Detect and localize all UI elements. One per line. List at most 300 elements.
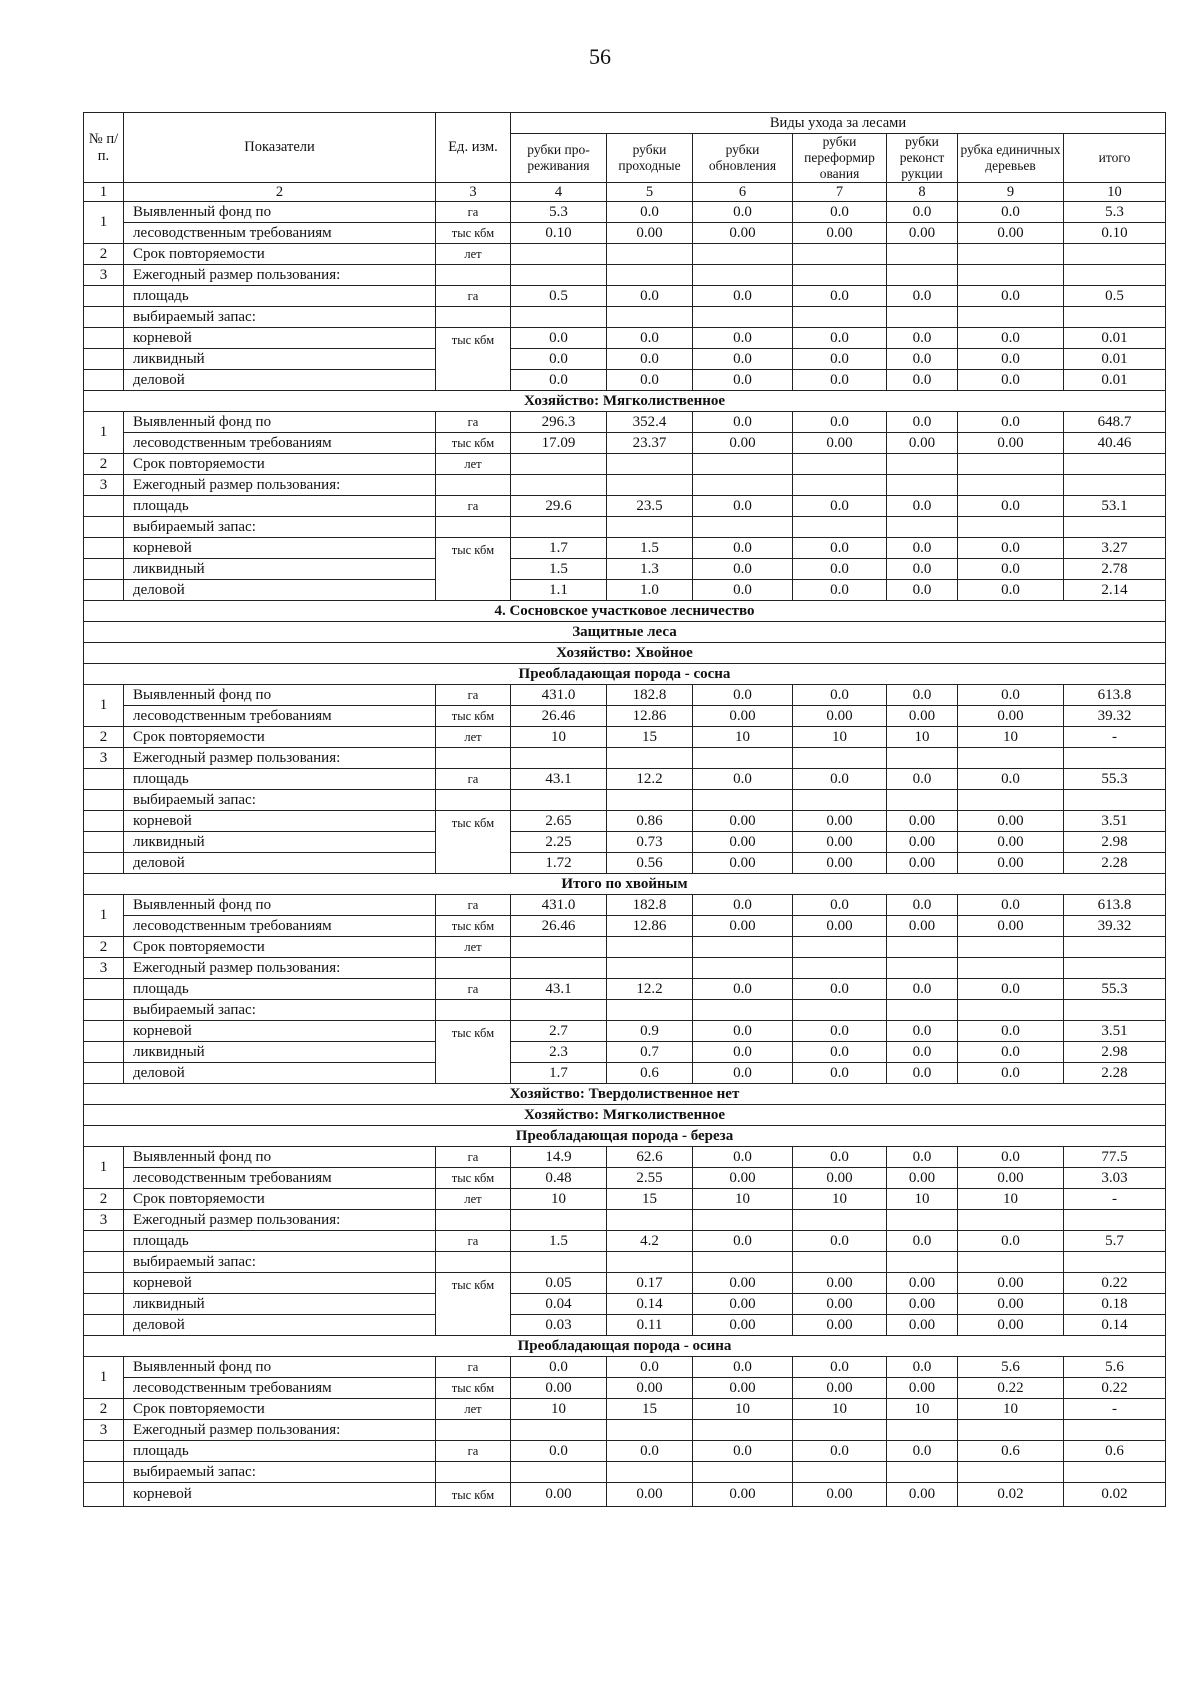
row-label: Ежегодный размер пользования: xyxy=(124,748,436,769)
row-label: деловой xyxy=(124,580,436,601)
value-cell: 43.1 xyxy=(511,979,607,1000)
empty-cell xyxy=(511,958,607,979)
value-cell xyxy=(693,244,793,265)
row-label: корневой xyxy=(124,811,436,832)
value-cell: - xyxy=(1064,727,1166,748)
value-cell: 0.11 xyxy=(607,1315,693,1336)
header-group: Виды ухода за лесами xyxy=(511,113,1166,134)
table-row xyxy=(84,853,1166,874)
empty-cell xyxy=(84,832,124,853)
value-cell xyxy=(887,937,958,958)
header-col-passing: рубки проходные xyxy=(607,134,693,183)
value-cell: 0.18 xyxy=(1064,1294,1166,1315)
row-label: корневой xyxy=(124,1273,436,1294)
empty-cell xyxy=(511,475,607,496)
empty-cell xyxy=(693,1210,793,1231)
value-cell: 0.73 xyxy=(607,832,693,853)
empty-cell xyxy=(511,790,607,811)
table-row xyxy=(84,958,1166,979)
empty-cell xyxy=(887,1000,958,1021)
value-cell: 10 xyxy=(887,727,958,748)
row-label: корневой xyxy=(124,328,436,349)
value-cell: 0.0 xyxy=(887,895,958,916)
value-cell: 0.0 xyxy=(607,370,693,391)
empty-cell xyxy=(1064,1000,1166,1021)
empty-cell xyxy=(607,1462,693,1483)
empty-cell xyxy=(436,1000,511,1021)
value-cell: 1.5 xyxy=(607,538,693,559)
value-cell: 0.00 xyxy=(887,1294,958,1315)
empty-cell xyxy=(84,307,124,328)
value-cell: 0.00 xyxy=(693,811,793,832)
empty-cell xyxy=(958,517,1064,538)
table-row xyxy=(84,832,1166,853)
value-cell: 0.0 xyxy=(607,202,693,223)
empty-cell xyxy=(887,790,958,811)
value-cell: 0.0 xyxy=(958,685,1064,706)
value-cell: 0.00 xyxy=(887,223,958,244)
value-cell: 0.0 xyxy=(693,769,793,790)
value-cell: 0.0 xyxy=(693,286,793,307)
empty-cell xyxy=(607,1210,693,1231)
row-label: выбираемый запас: xyxy=(124,1252,436,1273)
row-number: 3 xyxy=(84,958,124,979)
value-cell: 0.02 xyxy=(1064,1483,1166,1507)
value-cell: 0.00 xyxy=(511,1483,607,1507)
section-header-row xyxy=(84,601,1166,622)
value-cell: 0.00 xyxy=(693,433,793,454)
table-row xyxy=(84,1420,1166,1441)
value-cell: 0.00 xyxy=(793,811,887,832)
value-cell: 0.0 xyxy=(693,202,793,223)
value-cell: 0.00 xyxy=(693,1294,793,1315)
value-cell: 0.0 xyxy=(793,328,887,349)
empty-cell xyxy=(958,265,1064,286)
empty-cell xyxy=(1064,265,1166,286)
unit-cell: тыс кбм xyxy=(436,706,511,727)
value-cell: 0.86 xyxy=(607,811,693,832)
empty-cell xyxy=(1064,1210,1166,1231)
row-number: 1 xyxy=(84,1147,124,1189)
unit-cell: лет xyxy=(436,454,511,475)
empty-cell xyxy=(607,475,693,496)
value-cell: 0.00 xyxy=(887,811,958,832)
value-cell: 431.0 xyxy=(511,685,607,706)
empty-cell xyxy=(84,496,124,517)
empty-cell xyxy=(511,1210,607,1231)
unit-cell: га xyxy=(436,1231,511,1252)
header-num: № п/ п. xyxy=(84,113,124,183)
row-label: выбираемый запас: xyxy=(124,1462,436,1483)
empty-cell xyxy=(84,1483,124,1507)
unit-cell: тыс кбм xyxy=(436,1378,511,1399)
empty-cell xyxy=(436,1462,511,1483)
value-cell: 0.00 xyxy=(958,853,1064,874)
value-cell: 0.00 xyxy=(693,1273,793,1294)
empty-cell xyxy=(958,1000,1064,1021)
value-cell: 39.32 xyxy=(1064,706,1166,727)
value-cell xyxy=(1064,244,1166,265)
value-cell xyxy=(793,244,887,265)
table-row xyxy=(84,265,1166,286)
value-cell: 0.0 xyxy=(693,1147,793,1168)
empty-cell xyxy=(84,1462,124,1483)
value-cell: 0.0 xyxy=(693,580,793,601)
value-cell xyxy=(793,454,887,475)
table-row xyxy=(84,328,1166,349)
value-cell: 0.6 xyxy=(958,1441,1064,1462)
unit-cell: га xyxy=(436,202,511,223)
header-col-renewal: рубки обновления xyxy=(693,134,793,183)
value-cell: 10 xyxy=(511,1399,607,1420)
table-row xyxy=(84,1063,1166,1084)
empty-cell xyxy=(693,1000,793,1021)
value-cell xyxy=(511,937,607,958)
value-cell: 0.00 xyxy=(958,811,1064,832)
empty-cell xyxy=(84,979,124,1000)
empty-cell xyxy=(793,307,887,328)
value-cell: 0.00 xyxy=(887,1483,958,1507)
empty-cell xyxy=(436,517,511,538)
value-cell: 0.00 xyxy=(793,1315,887,1336)
empty-cell xyxy=(958,958,1064,979)
table-row xyxy=(84,1273,1166,1294)
value-cell: 648.7 xyxy=(1064,412,1166,433)
table-row xyxy=(84,349,1166,370)
value-cell xyxy=(1064,937,1166,958)
value-cell: 0.0 xyxy=(693,496,793,517)
row-label: лесоводственным требованиям xyxy=(124,706,436,727)
unit-cell: тыс кбм xyxy=(436,433,511,454)
empty-cell xyxy=(607,307,693,328)
value-cell: 2.14 xyxy=(1064,580,1166,601)
value-cell: 0.0 xyxy=(958,202,1064,223)
value-cell: 0.0 xyxy=(793,895,887,916)
table-row xyxy=(84,1231,1166,1252)
unit-cell: лет xyxy=(436,1189,511,1210)
table-row xyxy=(84,1210,1166,1231)
value-cell: 5.3 xyxy=(511,202,607,223)
value-cell: 0.0 xyxy=(793,412,887,433)
value-cell: 0.0 xyxy=(793,559,887,580)
empty-cell xyxy=(511,517,607,538)
table-row xyxy=(84,1252,1166,1273)
table-row xyxy=(84,1378,1166,1399)
empty-cell xyxy=(511,748,607,769)
section-header-row xyxy=(84,664,1166,685)
value-cell: 0.00 xyxy=(793,853,887,874)
empty-cell xyxy=(84,1273,124,1294)
empty-cell xyxy=(511,307,607,328)
empty-cell xyxy=(958,307,1064,328)
value-cell: 0.0 xyxy=(887,349,958,370)
value-cell: 0.01 xyxy=(1064,370,1166,391)
table-row xyxy=(84,496,1166,517)
index-cell: 10 xyxy=(1064,183,1166,202)
value-cell: 0.0 xyxy=(887,496,958,517)
value-cell: 3.03 xyxy=(1064,1168,1166,1189)
value-cell: 0.0 xyxy=(693,895,793,916)
unit-cell: тыс кбм xyxy=(436,1483,511,1507)
value-cell: 0.0 xyxy=(693,412,793,433)
empty-cell xyxy=(84,286,124,307)
table-row xyxy=(84,412,1166,433)
value-cell: 26.46 xyxy=(511,706,607,727)
unit-cell: га xyxy=(436,1357,511,1378)
value-cell: 0.00 xyxy=(958,223,1064,244)
value-cell xyxy=(511,244,607,265)
section-header: Хозяйство: Мягколиственное xyxy=(84,391,1166,412)
empty-cell xyxy=(693,748,793,769)
value-cell xyxy=(793,937,887,958)
row-number: 2 xyxy=(84,1189,124,1210)
row-number: 1 xyxy=(84,895,124,937)
empty-cell xyxy=(436,475,511,496)
table-row xyxy=(84,790,1166,811)
empty-cell xyxy=(793,790,887,811)
empty-cell xyxy=(436,958,511,979)
row-label: выбираемый запас: xyxy=(124,517,436,538)
value-cell: 0.0 xyxy=(887,1063,958,1084)
value-cell: 0.0 xyxy=(958,1231,1064,1252)
value-cell: 0.0 xyxy=(958,895,1064,916)
empty-cell xyxy=(607,517,693,538)
value-cell: 14.9 xyxy=(511,1147,607,1168)
value-cell: 0.00 xyxy=(693,1315,793,1336)
value-cell: 0.0 xyxy=(693,685,793,706)
empty-cell xyxy=(693,265,793,286)
table-row xyxy=(84,286,1166,307)
empty-cell xyxy=(436,1210,511,1231)
value-cell: 0.01 xyxy=(1064,349,1166,370)
value-cell: 0.00 xyxy=(958,706,1064,727)
table-row xyxy=(84,202,1166,223)
index-cell: 6 xyxy=(693,183,793,202)
value-cell: 62.6 xyxy=(607,1147,693,1168)
value-cell: 0.0 xyxy=(693,1231,793,1252)
empty-cell xyxy=(84,811,124,832)
row-number: 1 xyxy=(84,685,124,727)
value-cell: 15 xyxy=(607,1189,693,1210)
empty-cell xyxy=(511,265,607,286)
value-cell: 0.0 xyxy=(958,559,1064,580)
value-cell: 1.1 xyxy=(511,580,607,601)
value-cell: 1.7 xyxy=(511,538,607,559)
value-cell: 0.0 xyxy=(887,979,958,1000)
value-cell: 0.00 xyxy=(693,916,793,937)
value-cell: 0.0 xyxy=(958,412,1064,433)
value-cell: 0.00 xyxy=(793,1294,887,1315)
empty-cell xyxy=(436,1420,511,1441)
row-label: площадь xyxy=(124,496,436,517)
empty-cell xyxy=(84,1315,124,1336)
value-cell: 0.0 xyxy=(887,286,958,307)
row-label: выбираемый запас: xyxy=(124,307,436,328)
value-cell: 1.3 xyxy=(607,559,693,580)
value-cell: - xyxy=(1064,1189,1166,1210)
empty-cell xyxy=(693,1252,793,1273)
row-label: Выявленный фонд по xyxy=(124,895,436,916)
row-label: деловой xyxy=(124,1315,436,1336)
value-cell xyxy=(958,454,1064,475)
value-cell: 55.3 xyxy=(1064,769,1166,790)
row-label: корневой xyxy=(124,1483,436,1507)
empty-cell xyxy=(84,769,124,790)
unit-cell: лет xyxy=(436,1399,511,1420)
value-cell: 0.0 xyxy=(887,328,958,349)
table-row xyxy=(84,559,1166,580)
value-cell: 0.0 xyxy=(958,538,1064,559)
value-cell: 0.22 xyxy=(1064,1273,1166,1294)
unit-cell: га xyxy=(436,1441,511,1462)
value-cell: 12.86 xyxy=(607,916,693,937)
value-cell: 0.0 xyxy=(511,1357,607,1378)
empty-cell xyxy=(511,1462,607,1483)
empty-cell xyxy=(84,1063,124,1084)
value-cell: 23.37 xyxy=(607,433,693,454)
value-cell: 2.7 xyxy=(511,1021,607,1042)
section-header: Хозяйство: Твердолиственное нет xyxy=(84,1084,1166,1105)
value-cell: 0.0 xyxy=(958,979,1064,1000)
value-cell: 10 xyxy=(958,1399,1064,1420)
table-row xyxy=(84,1441,1166,1462)
value-cell: 0.0 xyxy=(511,328,607,349)
row-label: Ежегодный размер пользования: xyxy=(124,1420,436,1441)
row-label: Выявленный фонд по xyxy=(124,1357,436,1378)
unit-cell: га xyxy=(436,412,511,433)
row-label: лесоводственным требованиям xyxy=(124,916,436,937)
empty-cell xyxy=(84,517,124,538)
value-cell: 0.0 xyxy=(887,202,958,223)
table-row xyxy=(84,1357,1166,1378)
row-label: ликвидный xyxy=(124,349,436,370)
value-cell: 53.1 xyxy=(1064,496,1166,517)
value-cell: 0.9 xyxy=(607,1021,693,1042)
index-cell: 7 xyxy=(793,183,887,202)
value-cell: 613.8 xyxy=(1064,895,1166,916)
section-header: Преобладающая порода - сосна xyxy=(84,664,1166,685)
value-cell xyxy=(958,937,1064,958)
section-header-row xyxy=(84,622,1166,643)
row-label: площадь xyxy=(124,1231,436,1252)
empty-cell xyxy=(693,517,793,538)
row-label: деловой xyxy=(124,853,436,874)
value-cell: 0.0 xyxy=(607,349,693,370)
table-row xyxy=(84,727,1166,748)
value-cell: 12.2 xyxy=(607,769,693,790)
row-label: Срок повторяемости xyxy=(124,244,436,265)
value-cell: 182.8 xyxy=(607,685,693,706)
value-cell: 0.0 xyxy=(793,979,887,1000)
value-cell: 0.0 xyxy=(958,1063,1064,1084)
row-label: выбираемый запас: xyxy=(124,790,436,811)
value-cell: 0.0 xyxy=(958,349,1064,370)
value-cell: 0.0 xyxy=(793,685,887,706)
value-cell: 0.0 xyxy=(887,1021,958,1042)
value-cell xyxy=(693,937,793,958)
empty-cell xyxy=(511,1420,607,1441)
value-cell: 0.0 xyxy=(887,370,958,391)
unit-cell: тыс кбм xyxy=(436,328,511,391)
value-cell: 10 xyxy=(887,1189,958,1210)
value-cell: 0.0 xyxy=(607,1441,693,1462)
value-cell: 0.04 xyxy=(511,1294,607,1315)
empty-cell xyxy=(793,1420,887,1441)
value-cell: 0.0 xyxy=(887,1042,958,1063)
row-label: лесоводственным требованиям xyxy=(124,433,436,454)
row-number: 2 xyxy=(84,244,124,265)
row-label: ликвидный xyxy=(124,832,436,853)
empty-cell xyxy=(887,748,958,769)
empty-cell xyxy=(887,1420,958,1441)
value-cell: 0.0 xyxy=(958,1147,1064,1168)
section-header: Защитные леса xyxy=(84,622,1166,643)
value-cell: 0.0 xyxy=(887,1231,958,1252)
value-cell: 0.0 xyxy=(793,1231,887,1252)
empty-cell xyxy=(693,1420,793,1441)
value-cell: 39.32 xyxy=(1064,916,1166,937)
empty-cell xyxy=(84,559,124,580)
value-cell: 0.6 xyxy=(607,1063,693,1084)
row-label: площадь xyxy=(124,979,436,1000)
empty-cell xyxy=(793,1210,887,1231)
empty-cell xyxy=(436,790,511,811)
value-cell: 0.00 xyxy=(793,706,887,727)
value-cell xyxy=(511,454,607,475)
row-label: Срок повторяемости xyxy=(124,454,436,475)
value-cell: 0.00 xyxy=(887,433,958,454)
row-number: 2 xyxy=(84,937,124,958)
empty-cell xyxy=(84,1231,124,1252)
row-label: деловой xyxy=(124,370,436,391)
section-header: Хозяйство: Хвойное xyxy=(84,643,1166,664)
unit-cell: га xyxy=(436,286,511,307)
value-cell: 0.0 xyxy=(693,979,793,1000)
value-cell: 0.0 xyxy=(793,769,887,790)
empty-cell xyxy=(1064,790,1166,811)
value-cell: 23.5 xyxy=(607,496,693,517)
value-cell: 0.0 xyxy=(887,538,958,559)
value-cell: 0.22 xyxy=(1064,1378,1166,1399)
value-cell: 0.00 xyxy=(958,832,1064,853)
empty-cell xyxy=(887,475,958,496)
header-col-single-trees: рубка единичных деревьев xyxy=(958,134,1064,183)
row-label: площадь xyxy=(124,1441,436,1462)
index-cell: 9 xyxy=(958,183,1064,202)
row-number: 3 xyxy=(84,475,124,496)
section-header-row xyxy=(84,1126,1166,1147)
header-unit: Ед. изм. xyxy=(436,113,511,183)
value-cell: 0.0 xyxy=(887,1441,958,1462)
value-cell: 10 xyxy=(793,1399,887,1420)
value-cell: 40.46 xyxy=(1064,433,1166,454)
empty-cell xyxy=(84,1294,124,1315)
value-cell: 613.8 xyxy=(1064,685,1166,706)
page-number: 56 xyxy=(589,44,611,69)
value-cell: 26.46 xyxy=(511,916,607,937)
value-cell: 0.00 xyxy=(693,706,793,727)
value-cell: 0.00 xyxy=(793,1483,887,1507)
empty-cell xyxy=(84,1042,124,1063)
value-cell: 0.0 xyxy=(793,580,887,601)
row-label: деловой xyxy=(124,1063,436,1084)
value-cell: 0.00 xyxy=(693,223,793,244)
empty-cell xyxy=(84,349,124,370)
section-header-row xyxy=(84,874,1166,895)
value-cell: 0.0 xyxy=(511,1441,607,1462)
value-cell: 0.48 xyxy=(511,1168,607,1189)
table-row xyxy=(84,517,1166,538)
